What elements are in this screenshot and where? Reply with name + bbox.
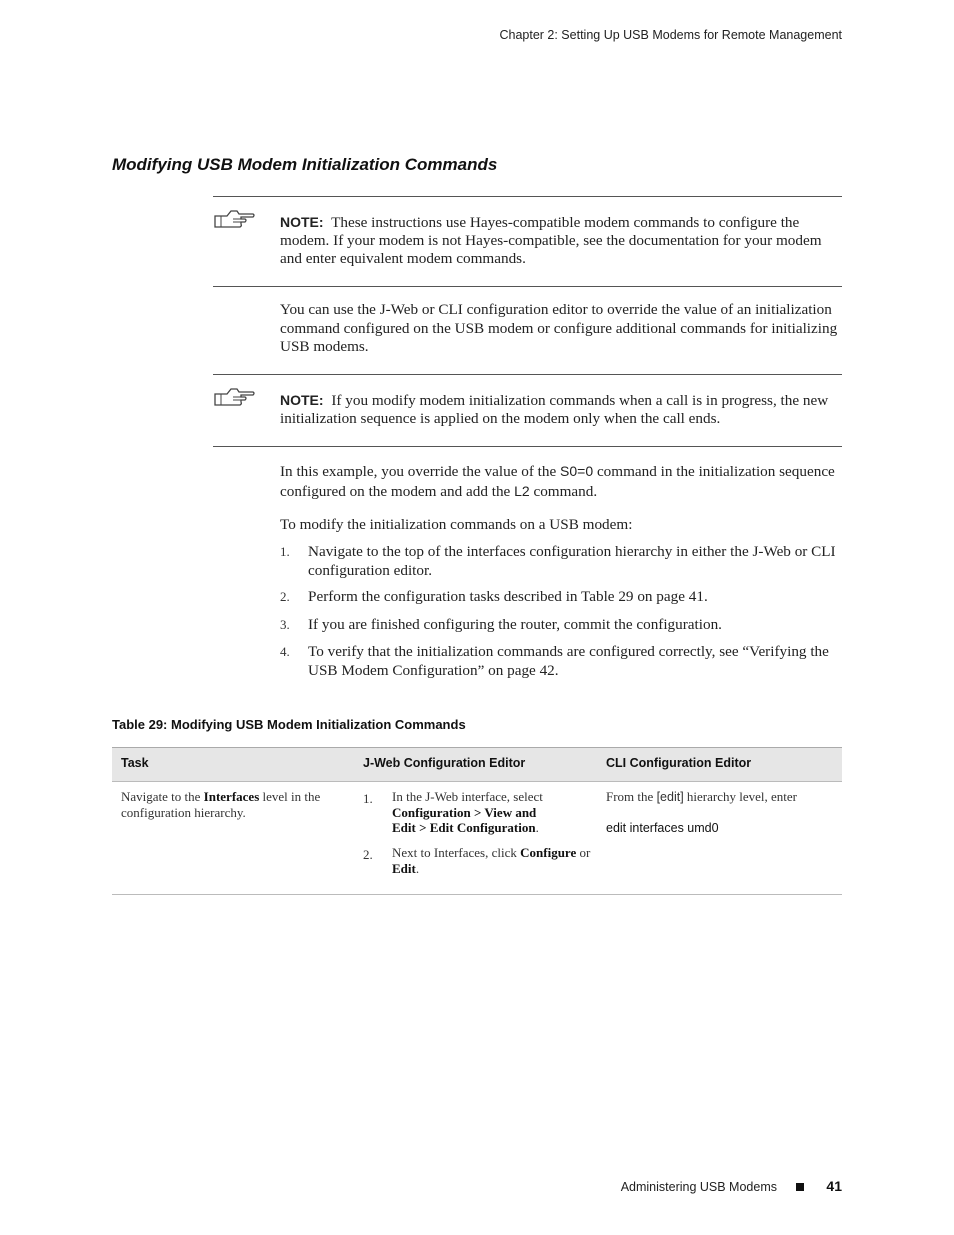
- table-caption: Table 29: Modifying USB Modem Initialization Commands: [112, 717, 466, 732]
- column-header-jweb: J-Web Configuration Editor: [363, 756, 526, 770]
- running-header: Chapter 2: Setting Up USB Modems for Remote Management: [499, 28, 842, 42]
- table-row: [112, 782, 842, 895]
- page-number: 41: [826, 1178, 842, 1194]
- example-text: command.: [533, 482, 598, 500]
- step-number: 1.: [280, 544, 290, 559]
- task-cell: Navigate to the Interfaces level in the configuration hierarchy.: [121, 789, 321, 820]
- divider: [213, 374, 842, 375]
- note-label: NOTE:: [280, 214, 324, 230]
- note-1: [280, 213, 845, 268]
- divider: [213, 286, 842, 287]
- code-s0: S0=0: [560, 463, 594, 479]
- substep-number: 2.: [363, 847, 373, 862]
- example-text: In this example, you override the value of the: [280, 463, 557, 480]
- intro-paragraph: You can use the J-Web or CLI configuration editor to override the value of an initialization command configured on the USB modem or configure additional commands for initializing USB modems.: [280, 301, 838, 355]
- step-number: 4.: [280, 644, 290, 659]
- jweb-step-2: Next to Interfaces, click Configure or Edit.: [392, 845, 591, 876]
- interfaces-term: Interfaces: [203, 789, 260, 804]
- pointing-hand-icon: [213, 207, 255, 229]
- table-header-row: [112, 747, 842, 782]
- step-text: To verify that the initialization commands are configured correctly, see “Verifying the USB Modem Configuration” on page 42.: [308, 643, 829, 679]
- step-text: Navigate to the top of the interfaces configuration hierarchy in either the J-Web or CLI configuration editor.: [308, 543, 836, 579]
- pointing-hand-icon: [213, 385, 255, 407]
- divider: [213, 196, 842, 197]
- jweb-step-1: In the J-Web interface, select Configuration > View and Edit > Edit Configuration.: [392, 789, 543, 835]
- column-header-task: Task: [121, 756, 149, 770]
- note-text: These instructions use Hayes-compatible modem commands to configure the modem. If your modem is not Hayes-compatible, see the documentation for your modem and enter equivalent modem commands.: [280, 214, 822, 267]
- lead-in-paragraph: To modify the initialization commands on a USB modem:: [280, 516, 633, 533]
- example-text: command in the initialization sequence configured on the modem and add the: [280, 463, 835, 500]
- step-number: 3.: [280, 617, 290, 632]
- note-2: [280, 391, 845, 428]
- note-text: If you modify modem initialization commands when a call is in progress, the new initialization sequence is applied on the modem only when the call ends.: [280, 392, 829, 427]
- note-label: NOTE:: [280, 392, 324, 408]
- substep-number: 1.: [363, 791, 373, 806]
- step-text: If you are finished configuring the router, commit the configuration.: [308, 616, 722, 633]
- step-text: Perform the configuration tasks described in Table 29 on page 41.: [308, 588, 708, 605]
- divider: [213, 446, 842, 447]
- footer-bullet-icon: [796, 1183, 804, 1191]
- code-l2: L2: [514, 482, 530, 499]
- config-table: [112, 747, 842, 895]
- column-header-cli: CLI Configuration Editor: [606, 756, 752, 770]
- footer-title: Administering USB Modems: [620, 1180, 777, 1194]
- code-edit: [edit]: [656, 790, 684, 804]
- cli-cell: From the [edit] hierarchy level, enter: [606, 789, 797, 804]
- section-title: Modifying USB Modem Initialization Commands: [112, 155, 498, 174]
- cli-command: edit interfaces umd0: [606, 821, 719, 835]
- example-paragraph: [280, 462, 845, 501]
- step-number: 2.: [280, 589, 290, 604]
